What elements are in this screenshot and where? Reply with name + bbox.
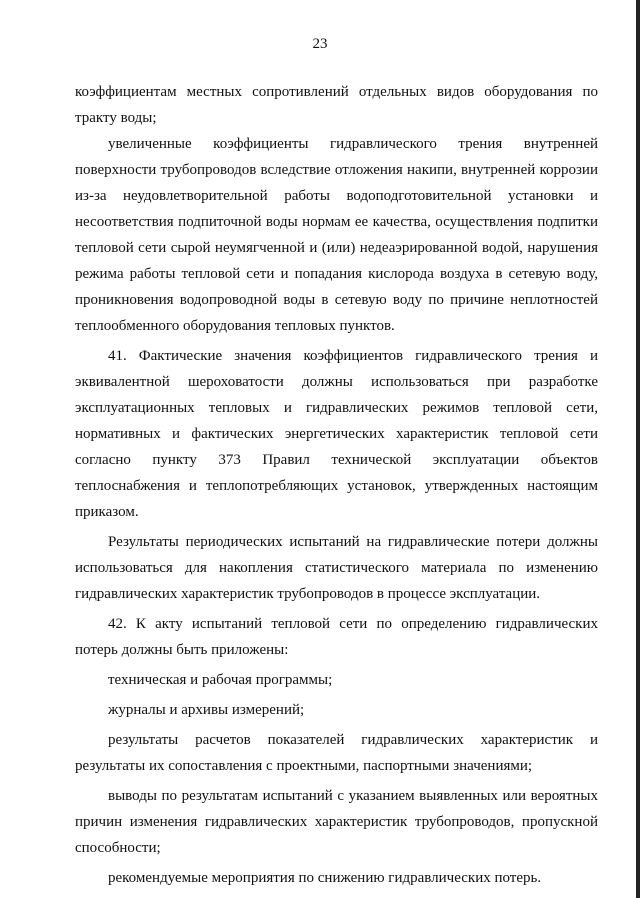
list-item-journals: журналы и архивы измерений; (108, 702, 305, 718)
page-number: 23 (312, 36, 328, 52)
paragraph-item-41: 41. Фактические значения коэффициентов гидравлического трения и эквивалентной шероховатости должны использоваться при разработке эксплуатационных тепловых и гидравлических режимов тепловой сети, нормативных и фактических энергетических характеристик тепловой сети согласно пункту 373 Правил технической эксплуатации объектов теплоснабжения и теплопотребляющих установок, утвержденных настоящим приказом. (75, 348, 598, 520)
list-item-conclusions: выводы по результатам испытаний с указанием выявленных или вероятных причин изменения гидравлических характеристик трубопроводов, пропускной способности; (75, 788, 598, 856)
paragraph-item-42: 42. К акту испытаний тепловой сети по определению гидравлических потерь должны быть приложены: (75, 616, 598, 658)
scan-edge (636, 0, 640, 898)
list-item-recommendations: рекомендуемые мероприятия по снижению гидравлических потерь. (108, 870, 542, 886)
paragraph-continuation: коэффициентам местных сопротивлений отдельных видов оборудования по тракту воды; (75, 84, 598, 126)
paragraph-test-results: Результаты периодических испытаний на гидравлические потери должны использоваться для накопления статистического материала по изменению гидравлических характеристик трубопроводов в процессе эксплуатации. (75, 534, 598, 602)
list-item-programs: техническая и рабочая программы; (108, 672, 333, 688)
list-item-calculations: результаты расчетов показателей гидравлических характеристик и результаты их сопоставления с проектными, паспортными значениями; (75, 732, 598, 774)
document-body (75, 79, 598, 891)
paragraph-friction-coefficients: увеличенные коэффициенты гидравлического трения внутренней поверхности трубопроводов вследствие отложения накипи, внутренней коррозии из-за неудовлетворительной работы водоподготовительной установки и несоответствия подпиточной воды нормам ее качества, осуществления подпитки тепловой сети сырой неумягченной и (или) недеаэрированной водой, нарушения режима работы тепловой сети и попадания кислорода воздуха в сетевую воду, проникновения водопроводной воды в сетевую воду по причине неплотностей теплообменного оборудования тепловых пунктов. (75, 136, 598, 334)
